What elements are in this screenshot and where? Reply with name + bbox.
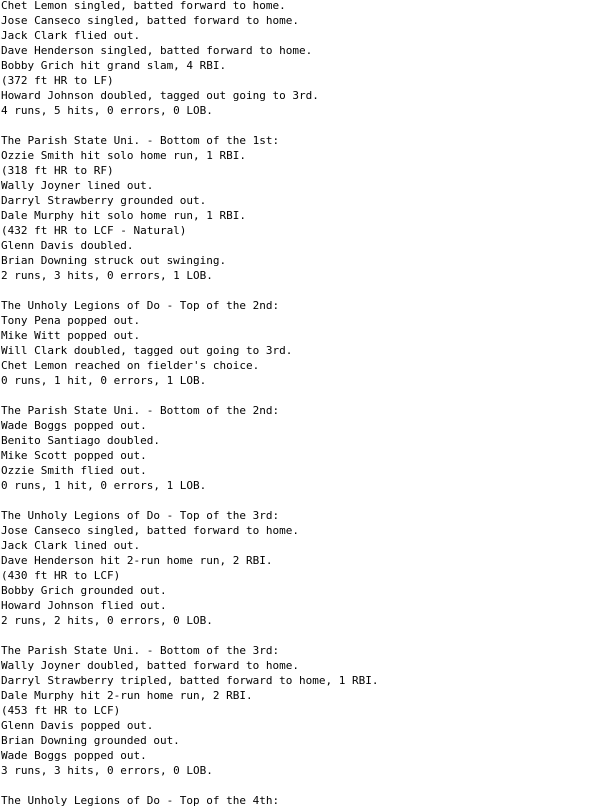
inning-header: The Parish State Uni. - Bottom of the 3rd: [1,644,280,657]
play-description: Brian Downing struck out swinging. [1,254,227,267]
inning-header: The Parish State Uni. - Bottom of the 2nd: [1,404,280,417]
play-description: Jose Canseco singled, batted forward to home. [1,14,300,27]
inning-header: The Parish State Uni. - Bottom of the 1st: [1,134,280,147]
play-description: Glenn Davis doubled. [1,239,134,252]
home-run-distance: (430 ft HR to LCF) [1,569,121,582]
play-description: Jack Clark lined out. [1,539,141,552]
play-description: Chet Lemon singled, batted forward to home. [1,0,286,12]
inning-header: The Unholy Legions of Do - Top of the 3rd: [1,509,280,522]
play-description: Benito Santiago doubled. [1,434,160,447]
play-description: Howard Johnson doubled, tagged out going to 3rd. [1,89,319,102]
play-description: Tony Pena popped out. [1,314,141,327]
play-description: Mike Scott popped out. [1,449,147,462]
blank-line [1,628,609,643]
inning-summary: 2 runs, 3 hits, 0 errors, 1 LOB. [1,269,213,282]
play-description: Wade Boggs popped out. [1,419,147,432]
blank-line [1,118,609,133]
inning-summary: 0 runs, 1 hit, 0 errors, 1 LOB. [1,374,207,387]
play-description: Dave Henderson hit 2-run home run, 2 RBI. [1,554,273,567]
blank-line [1,388,609,403]
inning-summary: 3 runs, 3 hits, 0 errors, 0 LOB. [1,764,213,777]
home-run-distance: (432 ft HR to LCF - Natural) [1,224,187,237]
play-description: Wade Boggs popped out. [1,749,147,762]
play-description: Ozzie Smith hit solo home run, 1 RBI. [1,149,247,162]
play-description: Glenn Davis popped out. [1,719,154,732]
play-description: Mike Witt popped out. [1,329,141,342]
play-description: Darryl Strawberry grounded out. [1,194,207,207]
play-description: Howard Johnson flied out. [1,599,167,612]
play-description: Bobby Grich grounded out. [1,584,167,597]
inning-summary: 0 runs, 1 hit, 0 errors, 1 LOB. [1,479,207,492]
play-description: Jack Clark flied out. [1,29,141,42]
inning-header: The Unholy Legions of Do - Top of the 4th: [1,794,280,807]
play-description: Jose Canseco singled, batted forward to home. [1,524,300,537]
play-description: Dale Murphy hit solo home run, 1 RBI. [1,209,247,222]
play-description: Chet Lemon reached on fielder's choice. [1,359,260,372]
play-description: Dale Murphy hit 2-run home run, 2 RBI. [1,689,253,702]
game-log [1,0,609,808]
home-run-distance: (318 ft HR to RF) [1,164,114,177]
play-description: Will Clark doubled, tagged out going to 3rd. [1,344,293,357]
play-description: Wally Joyner doubled, batted forward to home. [1,659,300,672]
blank-line [1,283,609,298]
blank-line [1,493,609,508]
blank-line [1,778,609,793]
inning-summary: 4 runs, 5 hits, 0 errors, 0 LOB. [1,104,213,117]
play-description: Wally Joyner lined out. [1,179,154,192]
play-description: Brian Downing grounded out. [1,734,180,747]
inning-summary: 2 runs, 2 hits, 0 errors, 0 LOB. [1,614,213,627]
play-description: Dave Henderson singled, batted forward to home. [1,44,313,57]
inning-header: The Unholy Legions of Do - Top of the 2nd: [1,299,280,312]
play-description: Bobby Grich hit grand slam, 4 RBI. [1,59,227,72]
play-description: Ozzie Smith flied out. [1,464,147,477]
home-run-distance: (372 ft HR to LF) [1,74,114,87]
home-run-distance: (453 ft HR to LCF) [1,704,121,717]
play-description: Darryl Strawberry tripled, batted forward to home, 1 RBI. [1,674,379,687]
